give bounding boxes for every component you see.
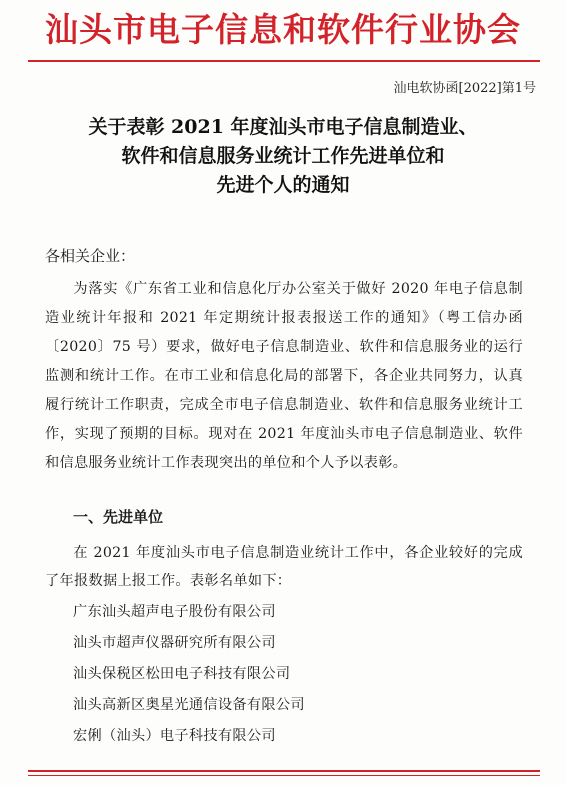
footer-red-rule-thin — [28, 775, 540, 776]
salutation: 各相关企业： — [45, 247, 136, 265]
list-item: 广东汕头超声电子股份有限公司 — [73, 604, 276, 620]
list-item: 汕头市超声仪器研究所有限公司 — [73, 635, 276, 651]
document-number: 汕电软协函[2022]第1号 — [393, 81, 536, 96]
title-line-3: 先进个人的通知 — [216, 174, 350, 196]
title-line-1: 关于表彰 2021 年度汕头市电子信息制造业、 — [88, 116, 478, 138]
document-title — [40, 113, 526, 200]
header-red-rule — [28, 60, 540, 62]
footer-red-rule — [28, 770, 540, 772]
section-paragraph: 在 2021 年度汕头市电子信息制造业统计工作中，各企业较好的完成了年报数据上报工作。表彰名单如下： — [45, 545, 523, 589]
body-paragraph: 为落实《广东省工业和信息化厅办公室关于做好 2020 年电子信息制造业统计年报和 2021 年定期统计报表报送工作的通知》（粤工信办函〔2020〕75 号）要求，做好电子信息制造业、软件和信息服务业的运行监测和统计工作。在市工业和信息化局的部署下，各企业共同努力，认真履行统计工作职责，完成全市电子信息制造业、软件和信息服务业统计工作，实现了预期的目标。现对在 2021 年度汕头市电子信息制造业、软件和信息服务业统计工作表现突出的单位和个人予以表彰。 — [45, 281, 523, 471]
organization-header: 汕头市电子信息和软件行业协会 — [45, 10, 521, 49]
list-item: 汕头高新区奥星光通信设备有限公司 — [73, 697, 305, 713]
list-item: 汕头保税区松田电子科技有限公司 — [73, 666, 291, 682]
title-line-2: 软件和信息服务业统计工作先进单位和 — [121, 145, 445, 167]
section-heading-advanced-units: 一、先进单位 — [73, 508, 164, 526]
company-list — [73, 597, 305, 752]
list-item: 宏俐（汕头）电子科技有限公司 — [73, 728, 276, 744]
